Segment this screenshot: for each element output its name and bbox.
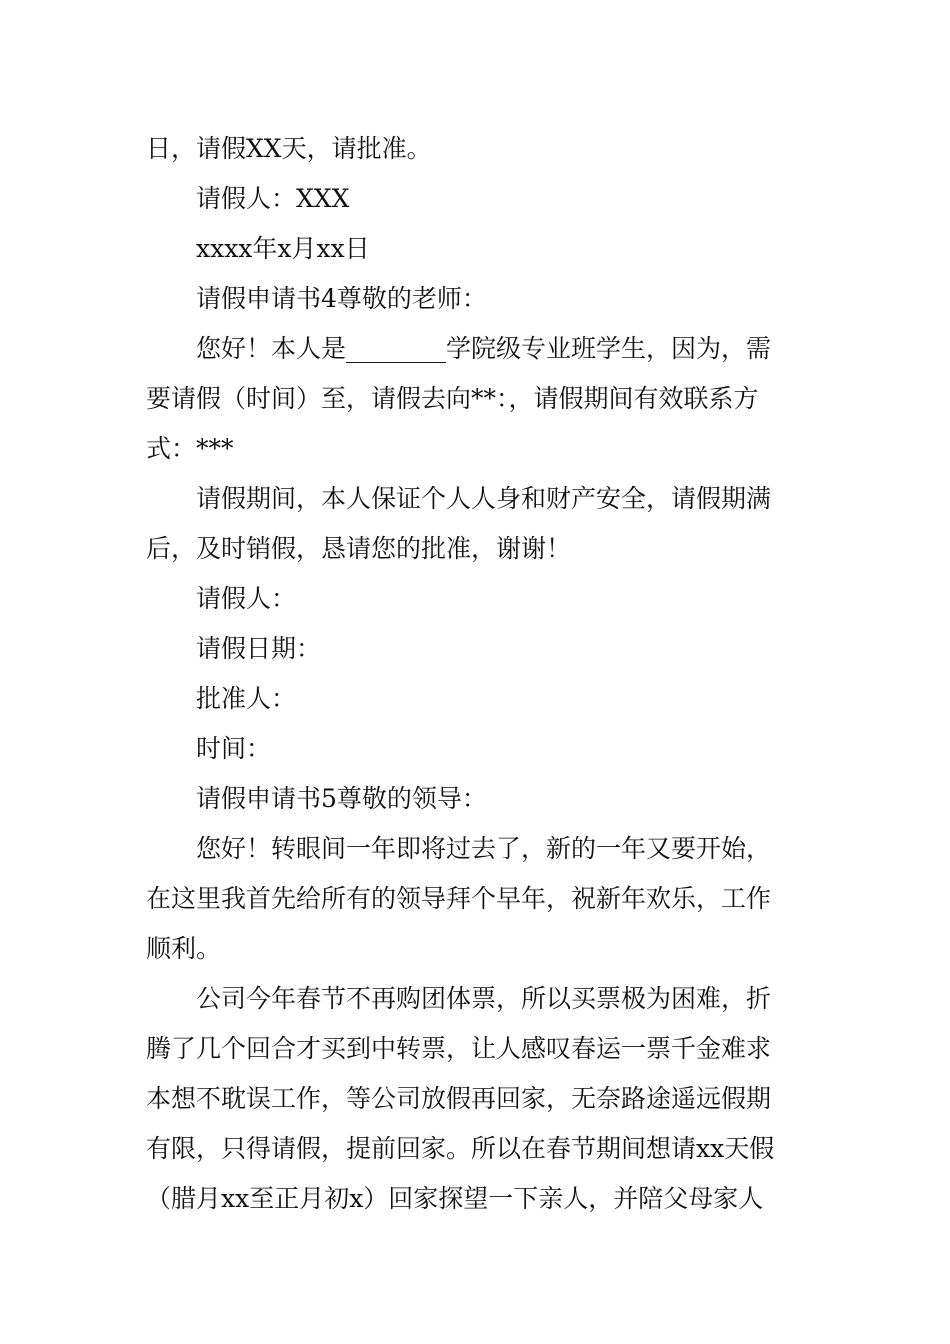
text-line: 本想不耽误工作，等公司放假再回家，无奈路途遥远假期 (146, 1084, 772, 1113)
text-line: 在这里我首先给所有的领导拜个早年，祝新年欢乐，工作 (146, 884, 772, 913)
text-line: 请假申请书5尊敬的领导： (196, 784, 487, 813)
text-line: 顺利。 (146, 934, 222, 963)
text-line: 您好！转眼间一年即将过去了，新的一年又要开始， (196, 834, 772, 863)
text-line: 后，及时销假，恳请您的批准，谢谢！ (146, 534, 572, 563)
text-line: 请假申请书4尊敬的老师： (196, 284, 487, 313)
text-line: 批准人： (196, 684, 297, 713)
text-line: xxxx年x月xx日 (196, 234, 370, 263)
text-line: 请假人： (196, 584, 297, 613)
text-line: 有限，只得请假，提前回家。所以在春节期间想请xx天假 (146, 1134, 775, 1163)
text-line: 腾了几个回合才买到中转票，让人感叹春运一票千金难求 (146, 1034, 772, 1063)
text-line: 式：*** (146, 434, 234, 463)
text-line: 时间： (196, 734, 272, 763)
text-line: 您好！本人是________学院级专业班学生，因为，需 (196, 334, 772, 363)
text-line: （腊月xx至正月初x）回家探望一下亲人，并陪父母家人 (146, 1184, 764, 1213)
text-line: 公司今年春节不再购团体票，所以买票极为困难，折 (196, 984, 772, 1013)
text-line: 要请假（时间）至，请假去向**：，请假期间有效联系方 (146, 384, 759, 413)
text-line: 日，请假XX天，请批准。 (146, 134, 432, 163)
text-line: 请假期间，本人保证个人人身和财产安全，请假期满 (196, 484, 772, 513)
text-line: 请假人：XXX (196, 184, 350, 213)
text-line: 请假日期： (196, 634, 322, 663)
